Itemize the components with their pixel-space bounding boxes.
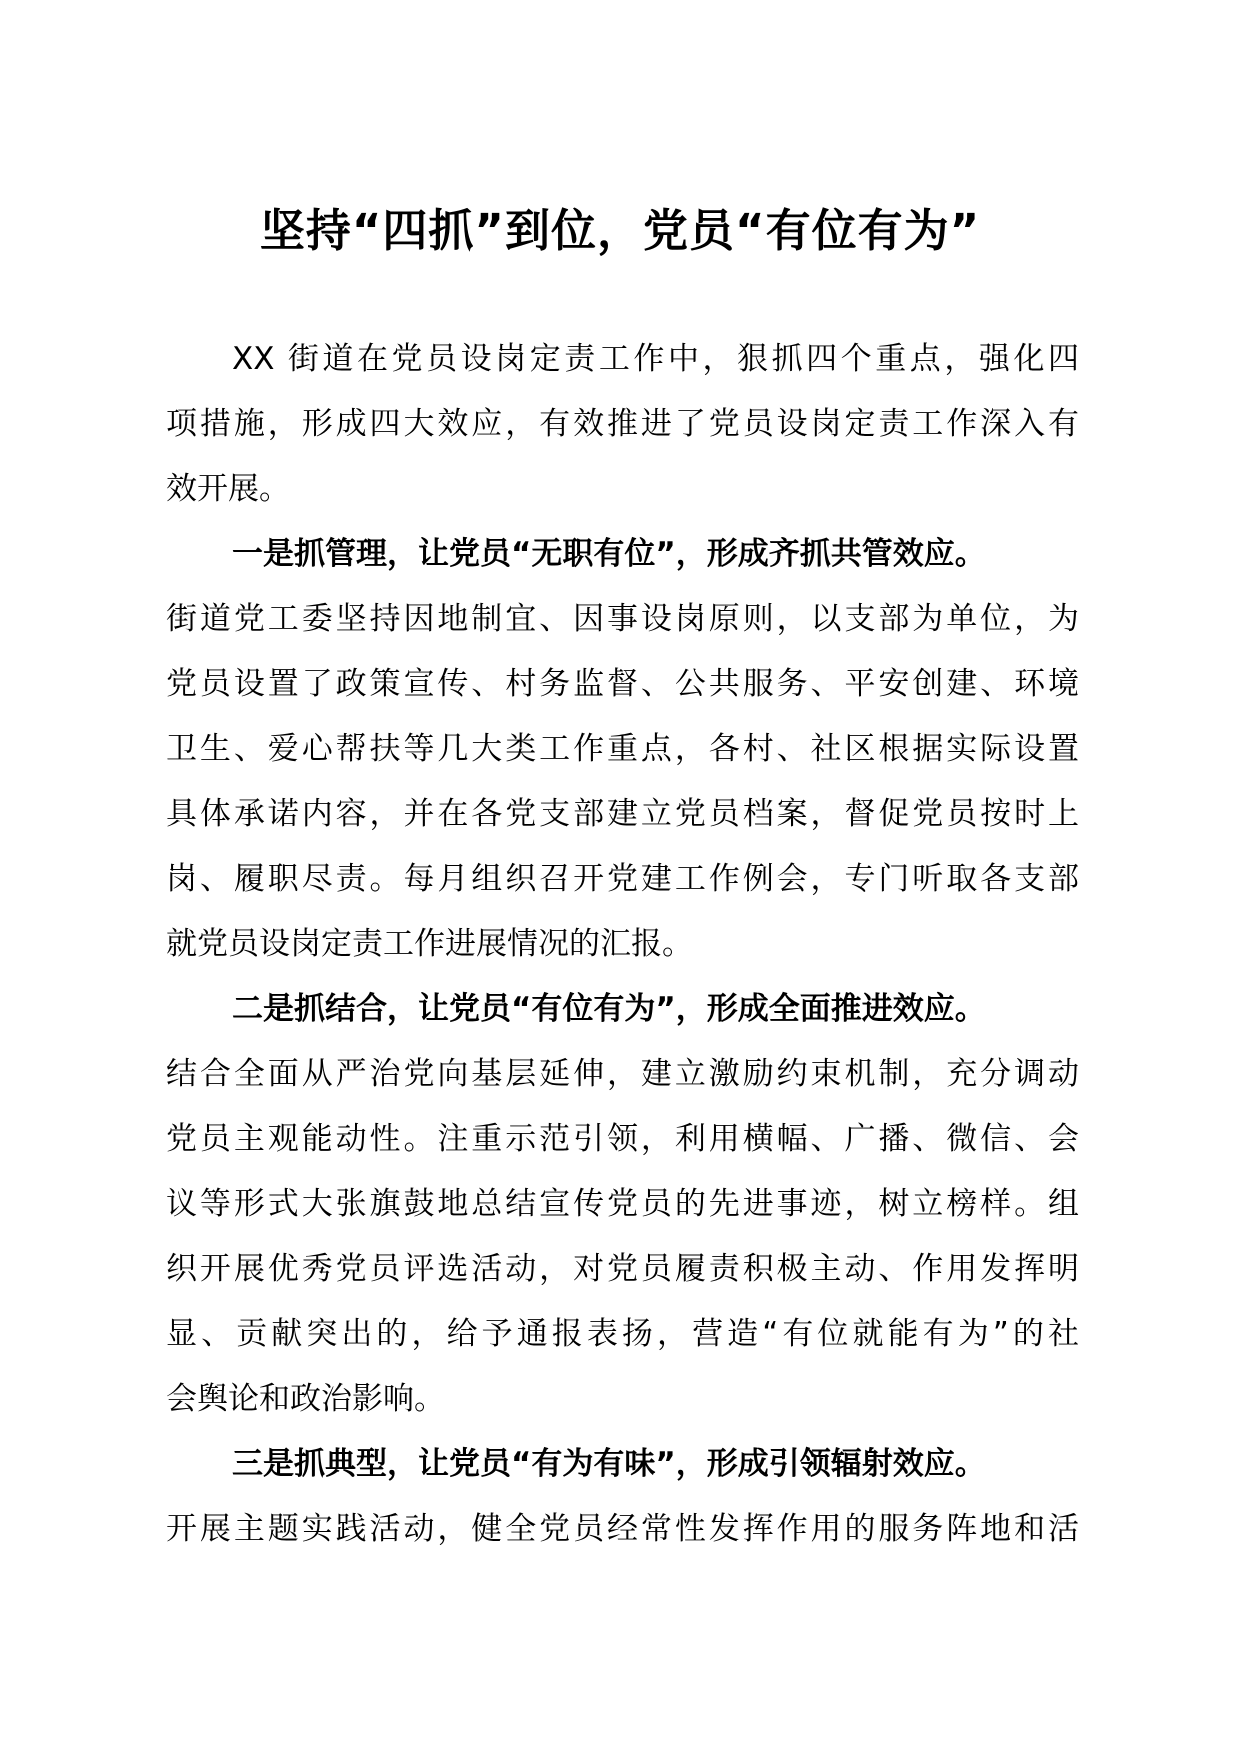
paragraph-lead-line: 一是抓管理，让党员“无职有位”，形成齐抓共管效应。 xyxy=(232,536,986,572)
paragraph-line: 效开展。 xyxy=(166,471,290,507)
paragraph-line: 议等形式大张旗鼓地总结宣传党员的先进事迹，树立榜样。组 xyxy=(166,1186,1079,1222)
paragraph-line: 会舆论和政治影响。 xyxy=(166,1381,445,1417)
document-body xyxy=(166,327,1079,1562)
paragraph-line: 党员设置了政策宣传、村务监督、公共服务、平安创建、环境 xyxy=(166,666,1079,702)
paragraph xyxy=(166,977,1079,1432)
paragraph-line: 具体承诺内容，并在各党支部建立党员档案，督促党员按时上 xyxy=(166,796,1079,832)
paragraph xyxy=(166,1432,1079,1562)
paragraph-line: 项措施，形成四大效应，有效推进了党员设岗定责工作深入有 xyxy=(166,406,1079,442)
paragraph-line: 卫生、爱心帮扶等几大类工作重点，各村、社区根据实际设置 xyxy=(166,731,1079,767)
paragraph-line: 党员主观能动性。注重示范引领，利用横幅、广播、微信、会 xyxy=(166,1121,1079,1157)
paragraph-line: 就党员设岗定责工作进展情况的汇报。 xyxy=(166,926,693,962)
paragraph xyxy=(166,522,1079,977)
paragraph-line: XX 街道在党员设岗定责工作中，狠抓四个重点，强化四 xyxy=(232,341,1079,377)
paragraph-line: 街道党工委坚持因地制宜、因事设岗原则，以支部为单位，为 xyxy=(166,601,1079,637)
paragraph-lead-line: 三是抓典型，让党员“有为有味”，形成引领辐射效应。 xyxy=(232,1446,986,1482)
paragraph-line: 开展主题实践活动，健全党员经常性发挥作用的服务阵地和活 xyxy=(166,1511,1079,1547)
paragraph-line: 结合全面从严治党向基层延伸，建立激励约束机制，充分调动 xyxy=(166,1056,1079,1092)
paragraph-line: 显、贡献突出的，给予通报表扬，营造“有位就能有为”的社 xyxy=(166,1316,1079,1352)
paragraph-lead-line: 二是抓结合，让党员“有位有为”，形成全面推进效应。 xyxy=(232,991,986,1027)
document-title: 坚持“四抓”到位，党员“有位有为” xyxy=(259,204,981,257)
paragraph-line: 织开展优秀党员评选活动，对党员履责积极主动、作用发挥明 xyxy=(166,1251,1079,1287)
paragraph-line: 岗、履职尽责。每月组织召开党建工作例会，专门听取各支部 xyxy=(166,861,1079,897)
paragraph xyxy=(166,327,1079,522)
